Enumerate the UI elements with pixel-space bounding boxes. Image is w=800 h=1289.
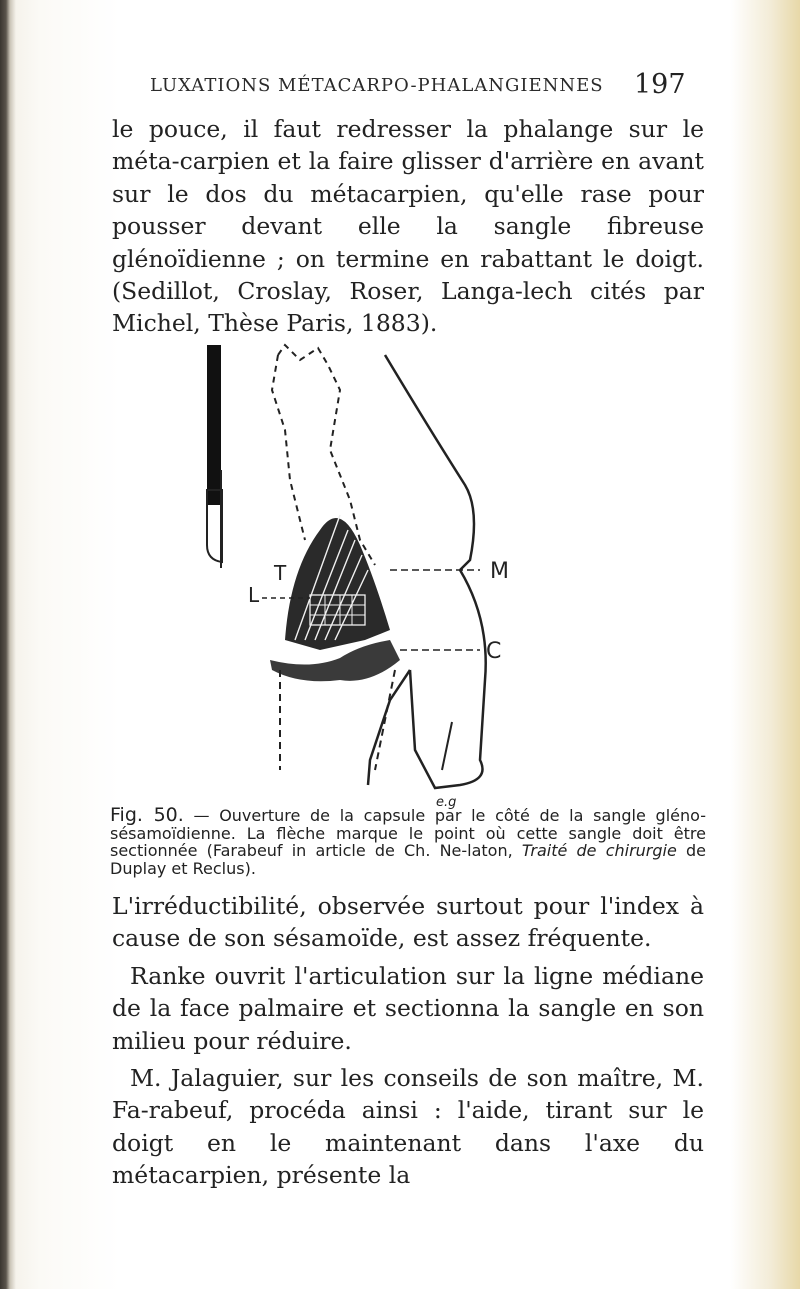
page-header <box>0 69 800 105</box>
figure-caption <box>110 804 706 878</box>
label-l: L <box>248 583 260 607</box>
label-m: M <box>490 559 509 584</box>
metacarpal-outline <box>385 355 474 570</box>
anatomical-illustration <box>190 340 610 820</box>
figure-50 <box>190 340 610 820</box>
phalanx-outline <box>410 570 486 788</box>
caption-text: — Ouverture de la capsule par le côté de la sangle gléno-sésamoïdienne. La flèche marque le point où cette sangle doit être sectionnée (Farabeuf in article de Ch. Ne-laton, <box>110 806 706 860</box>
paragraph-1: le pouce, il faut redresser la phalange sur le méta-carpien et la faire glisser d'arrière en avant sur le dos du métacarpien, qu'elle rase pour pousser devant elle la sangle fibreuse glénoïdienne ; on termine en rabattant le doigt. (Sedillot, Croslay, Roser, Langa-lech cités par Michel, Thèse Paris, 1883). <box>112 115 704 338</box>
label-e: e.g <box>436 795 457 810</box>
caption-text-end: de Duplay et Reclus). <box>110 841 706 878</box>
paragraph-2: L'irréductibilité, observée surtout pour l'index à cause de son sésamoïde, est assez fréquente. <box>112 892 704 953</box>
label-t: T <box>274 561 287 585</box>
tendon-outline-left <box>272 355 305 540</box>
caption-italic-title: Traité de chirurgie <box>521 841 677 860</box>
running-head: LUXATIONS MÉTACARPO-PHALANGIENNES <box>150 75 604 96</box>
page-number: 197 <box>634 69 686 100</box>
paragraph-3: Ranke ouvrit l'articulation sur la ligne médiane de la face palmaire et sectionna la sangle en son milieu pour réduire. <box>112 962 704 1055</box>
caption-figure-number: Fig. 50. <box>110 804 184 826</box>
scalpel <box>207 345 222 568</box>
paragraph-4: M. Jalaguier, sur les conseils de son maître, M. Fa-rabeuf, procéda ainsi : l'aide, tirant sur le doigt en le maintenant dans l'axe du métacarpien, présente la <box>112 1064 704 1190</box>
arrow-icon <box>442 722 452 770</box>
label-c: C <box>486 639 502 664</box>
